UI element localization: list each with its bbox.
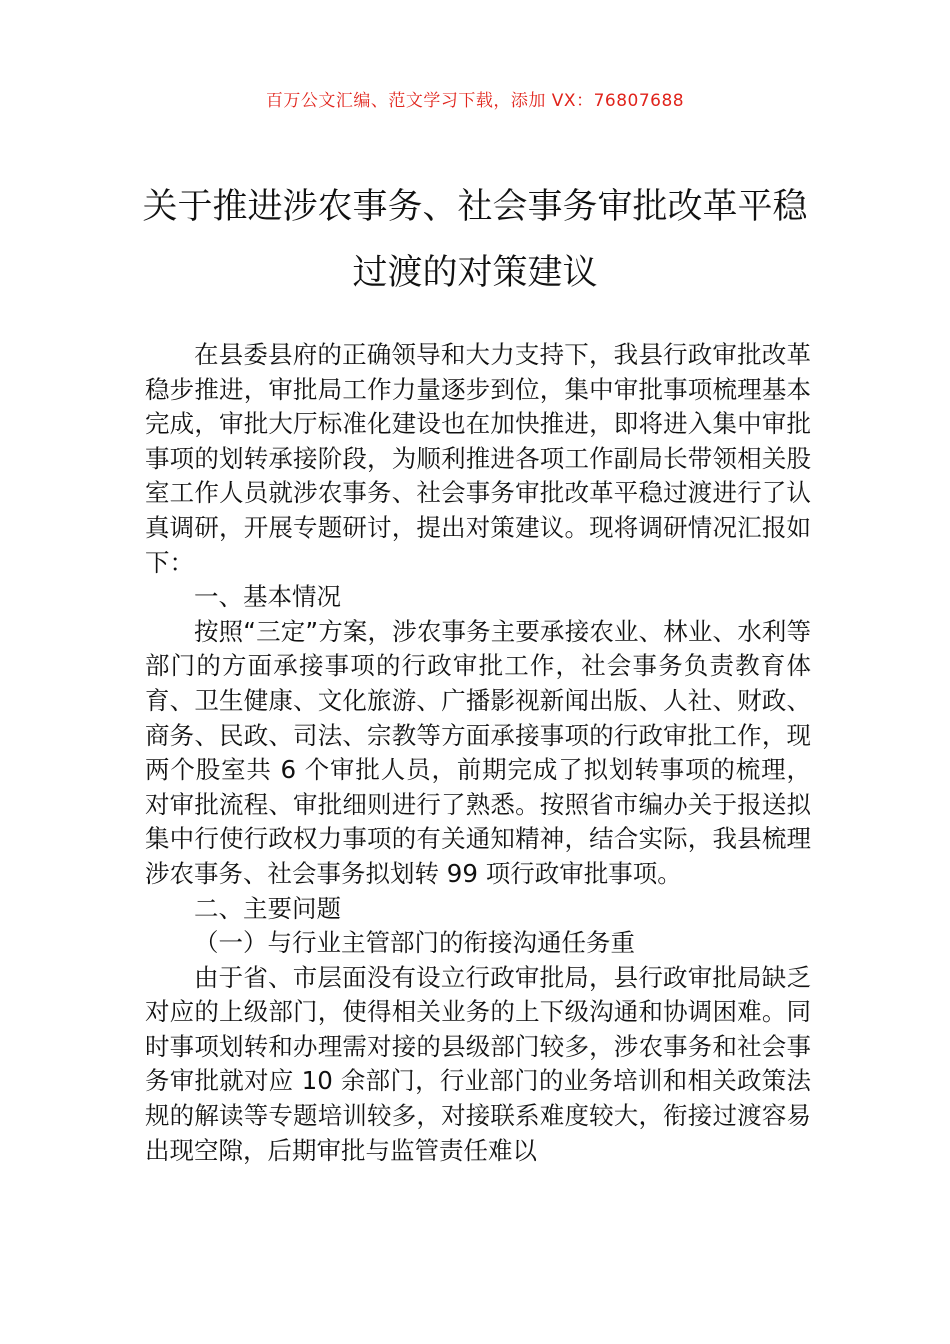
section-heading-basic: 一、基本情况 — [194, 582, 341, 612]
paragraph-basic: 按照“三定”方案，涉农事务主要承接农业、林业、水利等部门的方面承接事项的行政审批工作，社会事务负责教育体育、卫生健康、文化旅游、广播影视新闻出版、人社、财政、商务、民政、司法、宗教等方面承接事项的行政审批工作，现两个股室共 6 个审批人员，前期完成了拟划转事项的梳理，对审批流程、审批细则进行了熟悉。按照省市编办关于报送拟集中行使行政权力事项的有关通知精神，结合实际，我县梳理涉农事务、社会事务拟划转 99 项行政审批事项。 — [145, 616, 811, 888]
header-promo-note: 百万公文汇编、范文学习下载，添加 VX：76807688 — [265, 91, 685, 111]
section-heading-problems: 二、主要问题 — [194, 893, 341, 923]
document-body — [145, 338, 811, 1168]
subsection-heading-1: （一）与行业主管部门的衔接沟通任务重 — [194, 928, 635, 958]
paragraph-intro: 在县委县府的正确领导和大力支持下，我县行政审批改革稳步推进，审批局工作力量逐步到位，集中审批事项梳理基本完成，审批大厅标准化建设也在加快推进，即将进入集中审批事项的划转承接阶段，为顺利推进各项工作副局长带领相关股室工作人员就涉农事务、社会事务审批改革平稳过渡进行了认真调研，开展专题研讨，提出对策建议。现将调研情况汇报如下： — [145, 340, 811, 577]
paragraph-problem-1: 由于省、市层面没有设立行政审批局，县行政审批局缺乏对应的上级部门，使得相关业务的上下级沟通和协调困难。同时事项划转和办理需对接的县级部门较多，涉农事务和社会事务审批就对应 10 余部门，行业部门的业务培训和相关政策法规的解读等专题培训较多，对接联系难度较大，衔接过渡容易出现空隙，后期审批与监管责任难以 — [145, 962, 811, 1165]
document-title: 关于推进涉农事务、社会事务审批改革平稳过渡的对策建议 — [142, 187, 808, 293]
